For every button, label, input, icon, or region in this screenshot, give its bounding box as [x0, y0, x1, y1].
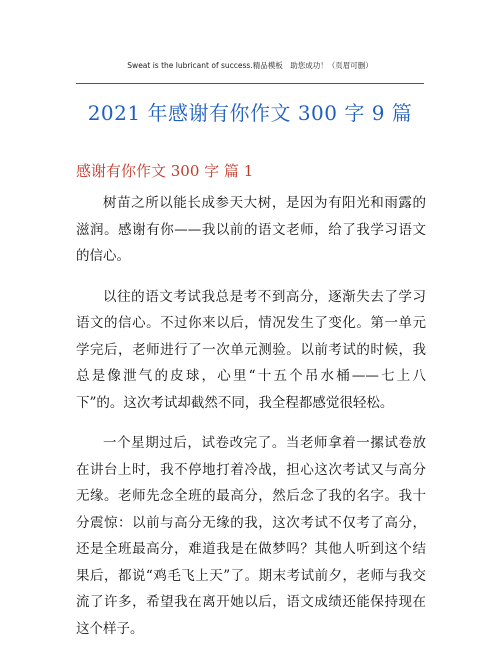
paragraph-1: 树苗之所以能长成参天大树，是因为有阳光和雨露的滋润。感谢有你——我以前的语文老师，给了我学习语文的信心。 [76, 195, 426, 264]
document-body [76, 190, 426, 656]
paragraph-3: 一个星期过后，试卷改完了。当老师拿着一摞试卷放在讲台上时，我不停地打着冷战，担心这次考试又与高分无缘。老师先念全班的最高分，然后念了我的名字。我十分震惊：以前与高分无缘的我，这次考试不仅考了高分，还是全班最高分，难道我是在做梦吗？其他人听到这个结果后，都说“鸡毛飞上天”了。期末考试前夕，老师与我交流了许多，希望我在离开她以后，语文成绩还能保持现在这个样子。 [76, 435, 426, 637]
section-heading: 感谢有你作文 300 字 篇 1 [76, 162, 254, 180]
header-divider [76, 83, 424, 84]
document-title: 2021 年感谢有你作文 300 字 9 篇 [87, 101, 413, 125]
paragraph-2: 以往的语文考试我总是考不到高分，逐渐失去了学习语文的信心。不过你来以后，情况发生了变化。第一单元学完后，老师进行了一次单元测验。以前考试的时候，我总是像泄气的皮球，心里“十五个吊水桶——七上八下”的。这次考试却截然不同，我全程都感觉很轻松。 [76, 288, 426, 411]
page-header: Sweat is the lubricant of success.精品模板 助您成功！（页眉可删） [127, 61, 373, 70]
